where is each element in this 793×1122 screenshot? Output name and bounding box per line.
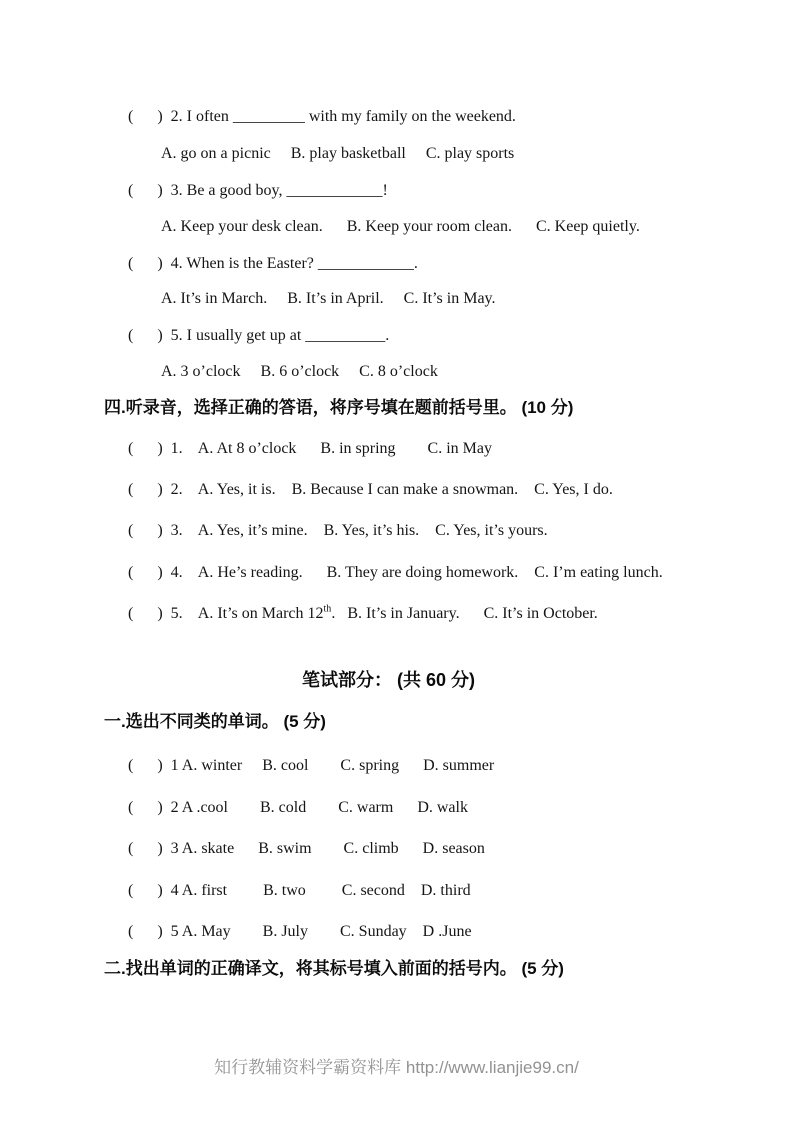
question-line-4: ( ) 4. When is the Easter? ____________.	[128, 255, 418, 272]
listening-answer-item-5-pre: ( ) 5. A. It’s on March 12	[128, 605, 324, 622]
odd-word-item-4: ( ) 4 A. first B. two C. second D. third	[128, 882, 471, 899]
listening-answer-item-5	[128, 603, 703, 625]
listening-answer-item-3: ( ) 3. A. Yes, it’s mine. B. Yes, it’s his. C. Yes, it’s yours.	[128, 522, 548, 539]
question-line-3: ( ) 3. Be a good boy, ____________!	[128, 182, 388, 199]
options-line-4: A. It’s in March. B. It’s in April. C. It’s in May.	[161, 290, 496, 307]
listening-answer-item-1: ( ) 1. A. At 8 o’clock B. in spring C. in May	[128, 440, 492, 457]
written-section-1-heading: 一.选出不同类的单词。 (5 分)	[104, 712, 326, 731]
odd-word-item-1: ( ) 1 A. winter B. cool C. spring D. summer	[128, 757, 495, 774]
listening-answer-item-4: ( ) 4. A. He’s reading. B. They are doing homework. C. I’m eating lunch.	[128, 564, 663, 581]
ordinal-superscript: th	[323, 603, 332, 615]
listening-answer-item-5-post: . B. It’s in January. C. It’s in October.	[331, 605, 598, 622]
odd-word-item-2: ( ) 2 A .cool B. cold C. warm D. walk	[128, 799, 468, 816]
footer-watermark: 知行教辅资料学霸资料库 http://www.lianjie99.cn/	[214, 1058, 579, 1077]
odd-word-item-3: ( ) 3 A. skate B. swim C. climb D. season	[128, 840, 485, 857]
listening-answer-item-2: ( ) 2. A. Yes, it is. B. Because I can make a snowman. C. Yes, I do.	[128, 481, 613, 498]
odd-word-item-5: ( ) 5 A. May B. July C. Sunday D .June	[128, 923, 472, 940]
section-4-heading: 四.听录音，选择正确的答语，将序号填在题前括号里。 (10 分)	[104, 398, 574, 417]
written-part-title: 笔试部分： (共 60 分)	[301, 670, 475, 690]
options-line-2: A. go on a picnic B. play basketball C. play sports	[161, 145, 515, 162]
question-line-2: ( ) 2. I often _________ with my family on the weekend.	[128, 108, 516, 125]
options-line-3: A. Keep your desk clean. B. Keep your room clean. C. Keep quietly.	[161, 218, 640, 235]
written-section-2-heading: 二.找出单词的正确译文，将其标号填入前面的括号内。 (5 分)	[104, 959, 564, 978]
question-line-5: ( ) 5. I usually get up at __________.	[128, 327, 390, 344]
options-line-5: A. 3 o’clock B. 6 o’clock C. 8 o’clock	[161, 363, 438, 380]
